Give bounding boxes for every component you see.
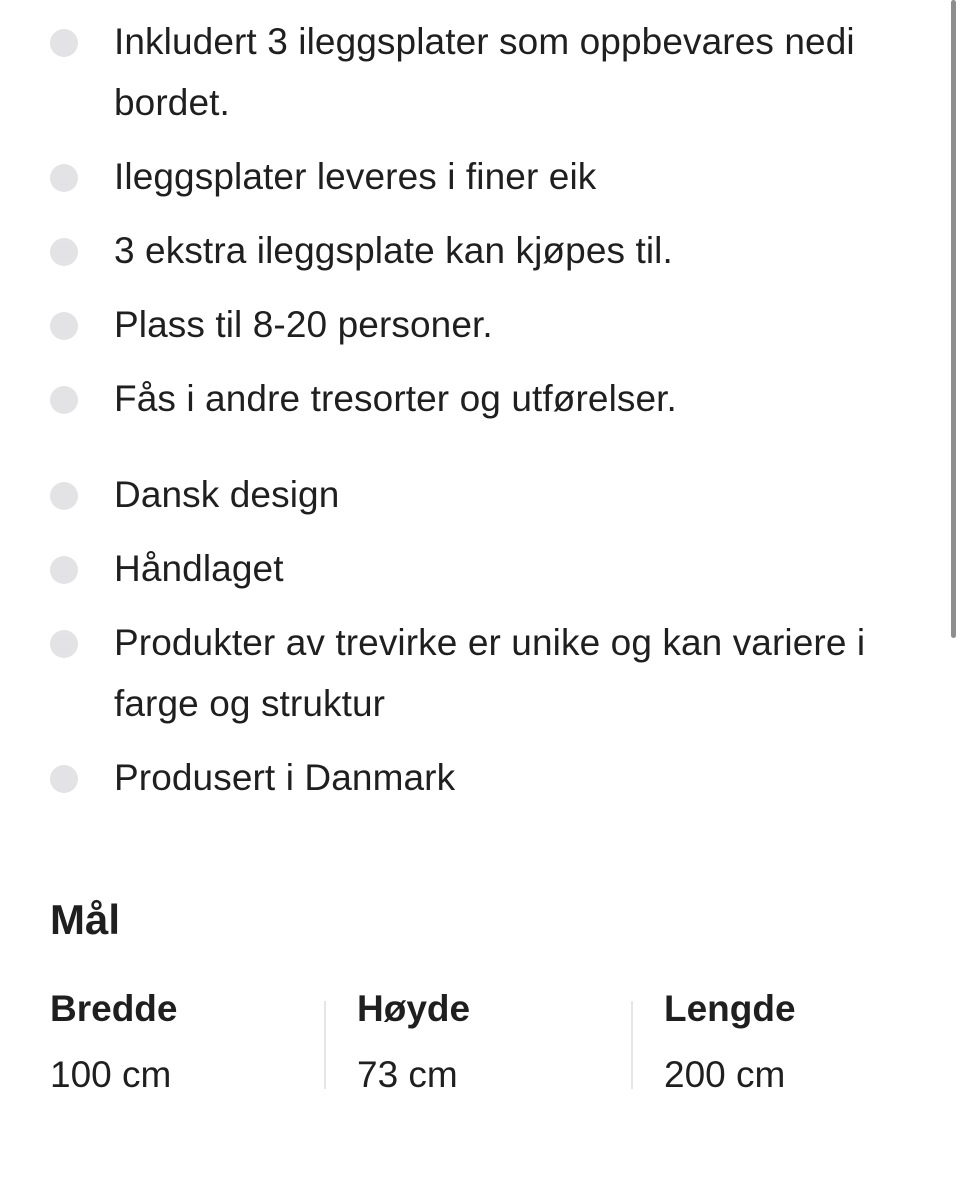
dimension-label: Bredde (50, 988, 178, 1029)
bullet-icon (50, 312, 78, 340)
dimension-value: 200 cm (664, 1054, 786, 1095)
feature-text: Plass til 8-20 personer. (114, 304, 493, 345)
bullet-icon (50, 386, 78, 414)
feature-text: Produsert i Danmark (114, 757, 456, 798)
feature-text: Inkludert 3 ileggsplater som oppbevares nedi bordet. (114, 21, 855, 123)
column-divider (324, 1001, 326, 1089)
dimensions-table (0, 985, 930, 1095)
dimension-value: 73 cm (357, 1054, 458, 1095)
scrollbar-thumb[interactable] (951, 0, 956, 638)
bullet-icon (50, 238, 78, 266)
bullet-icon (50, 765, 78, 793)
scrollbar[interactable] (946, 0, 960, 1194)
bullet-icon (50, 482, 78, 510)
feature-text: Produkter av trevirke er unike og kan variere i farge og struktur (114, 622, 866, 724)
feature-text: 3 ekstra ileggsplate kan kjøpes til. (114, 230, 673, 271)
column-divider (631, 1001, 633, 1089)
feature-text: Håndlaget (114, 548, 284, 589)
dimension-label: Lengde (664, 988, 796, 1029)
bullet-icon (50, 556, 78, 584)
dimension-height (357, 985, 627, 1095)
feature-text: Ileggsplater leveres i finer eik (114, 156, 597, 197)
bullet-icon (50, 630, 78, 658)
dimension-label: Høyde (357, 988, 471, 1029)
dimensions-title: Mål (50, 896, 121, 943)
bullet-icon (50, 164, 78, 192)
feature-text: Dansk design (114, 474, 340, 515)
dimension-width (50, 985, 320, 1095)
dimension-value: 100 cm (50, 1054, 172, 1095)
bullet-icon (50, 29, 78, 57)
feature-text: Fås i andre tresorter og utførelser. (114, 378, 677, 419)
dimension-length (664, 985, 934, 1095)
